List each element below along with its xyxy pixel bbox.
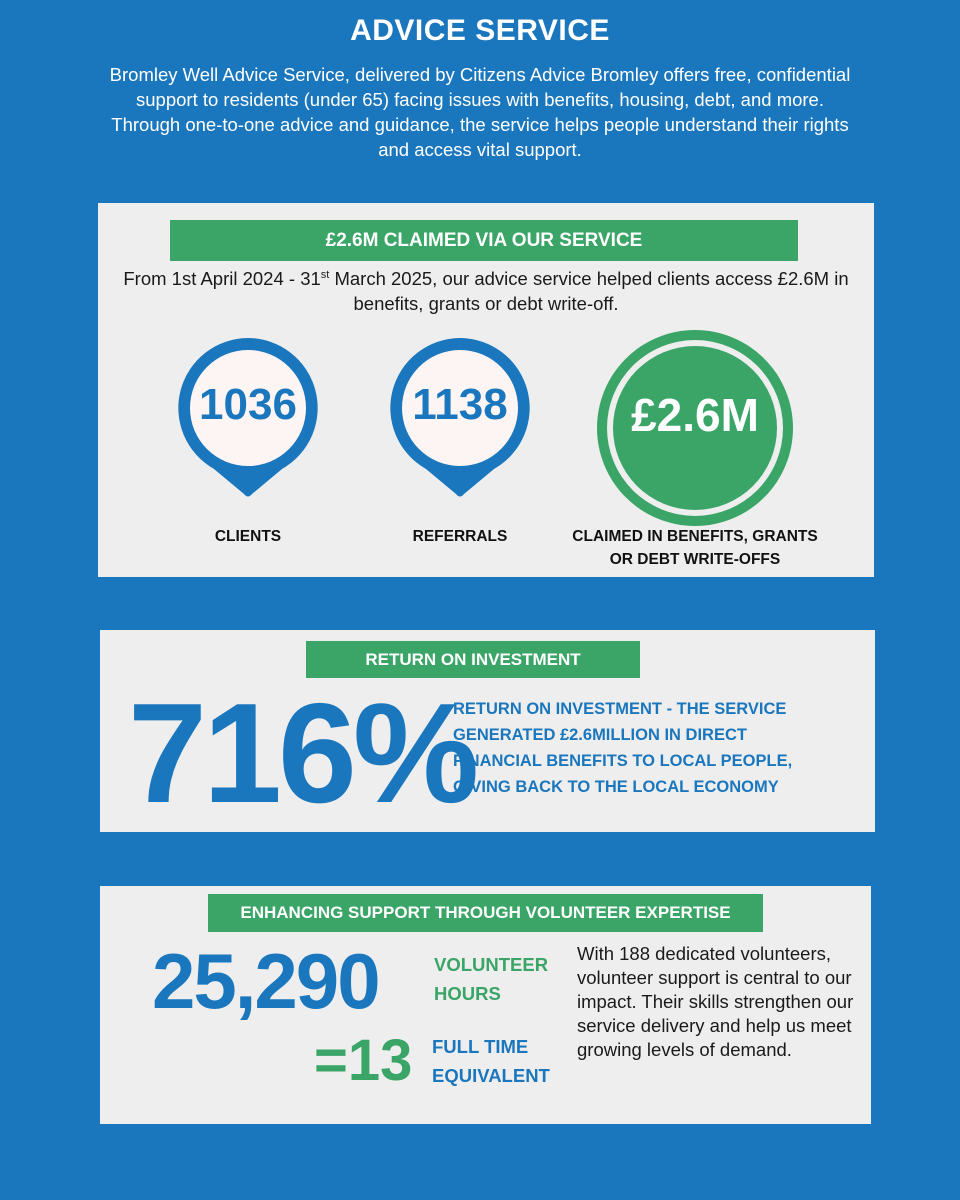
roi-heading: RETURN ON INVESTMENT (306, 641, 640, 678)
roi-description: RETURN ON INVESTMENT - THE SERVICE GENERATED £2.6MILLION IN DIRECT FINANCIAL BENEFITS TO LOCAL PEOPLE, GIVING BACK TO THE LOCAL ECONOMY (453, 700, 793, 796)
claimed-panel (98, 203, 874, 577)
clients-label: CLIENTS (214, 528, 282, 545)
fte-label: FULL TIME EQUIVALENT (432, 1036, 550, 1086)
claimed-label: CLAIMED IN BENEFITS, GRANTS OR DEBT WRITE-OFFS (572, 528, 818, 568)
page-title: ADVICE SERVICE (350, 14, 610, 47)
roi-panel (100, 630, 875, 832)
clients-value: 1036 (199, 380, 297, 429)
volunteer-hours-label: VOLUNTEER HOURS (434, 954, 549, 1004)
fte-value: =13 (314, 1028, 413, 1093)
volunteer-hours-value: 25,290 (152, 937, 379, 1025)
referrals-label: REFERRALS (412, 528, 508, 545)
referrals-pin (388, 336, 532, 502)
claimed-heading: £2.6M CLAIMED VIA OUR SERVICE (170, 220, 798, 261)
clients-pin (176, 336, 320, 502)
volunteer-heading: ENHANCING SUPPORT THROUGH VOLUNTEER EXPERTISE (208, 894, 763, 932)
claimed-value: £2.6M (631, 389, 759, 441)
claimed-description: From 1st April 2024 - 31st March 2025, our advice service helped clients access £2.6M in benefits, grants or debt write-off. (123, 268, 849, 315)
volunteer-description: With 188 dedicated volunteers, volunteer support is central to our impact. Their skills strengthen our service delivery and help us meet growing levels of demand. (577, 943, 854, 1060)
referrals-value: 1138 (412, 380, 508, 429)
intro-text: Bromley Well Advice Service, delivered by Citizens Advice Bromley offers free, confidential support to residents (under 65) facing issues with benefits, housing, debt, and more. Through one-to-one advice and guidance, the service helps people understand their rights and access vital support. (109, 64, 851, 160)
volunteer-panel (100, 886, 871, 1124)
roi-value: 716% (128, 674, 476, 833)
